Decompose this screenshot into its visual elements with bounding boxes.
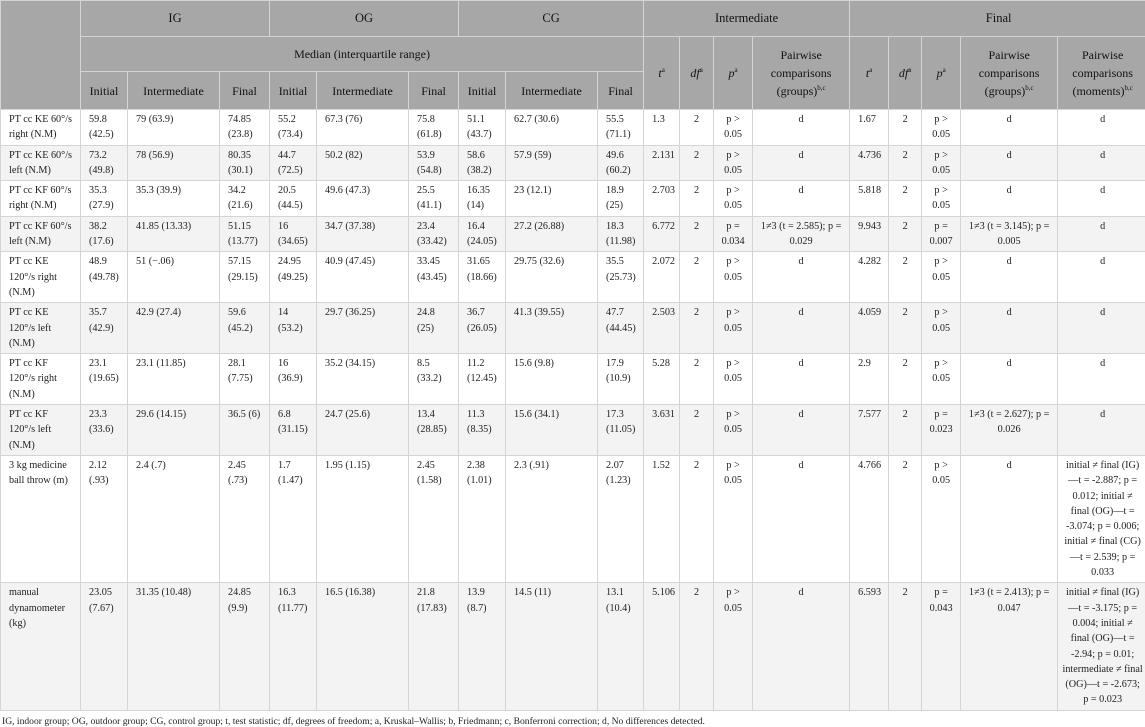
median-cell: 78 (56.9) (128, 145, 220, 181)
row-label: PT cc KE 120°/s right (N.M) (1, 252, 81, 303)
median-cell: 31.35 (10.48) (128, 583, 220, 710)
subheader-col: Intermediate (128, 72, 220, 110)
final-cell: d (1058, 252, 1145, 303)
median-cell: 35.3 (39.9) (128, 181, 220, 217)
median-cell: 73.2 (49.8) (81, 145, 128, 181)
final-cell: p > 0.05 (922, 303, 961, 354)
subheader-col: Final (598, 72, 644, 110)
intermediate-cell: 1.52 (644, 455, 680, 582)
median-cell: 24.8 (25) (409, 303, 459, 354)
intermediate-cell: 1.3 (644, 110, 680, 146)
median-cell: 23.1 (11.85) (128, 354, 220, 405)
intermediate-cell: d (753, 252, 850, 303)
median-cell: 23 (12.1) (506, 181, 598, 217)
intermediate-cell: 2 (680, 455, 714, 582)
median-cell: 36.7 (26.05) (459, 303, 506, 354)
median-cell: 16.35 (14) (459, 181, 506, 217)
final-cell: 2 (889, 145, 922, 181)
final-cell: 2 (889, 252, 922, 303)
intermediate-cell: 2 (680, 354, 714, 405)
final-cell: p > 0.05 (922, 252, 961, 303)
intermediate-cell: p = 0.034 (714, 216, 753, 252)
intermediate-cell: 5.106 (644, 583, 680, 710)
header-int-pairwise-groups: Pairwise comparisons (groups)$^{b,c}$ (753, 37, 850, 110)
row-label: PT cc KE 60°/s left (N.M) (1, 145, 81, 181)
final-cell: 2 (889, 354, 922, 405)
median-cell: 29.6 (14.15) (128, 405, 220, 456)
median-cell: 35.3 (27.9) (81, 181, 128, 217)
median-cell: 18.9 (25) (598, 181, 644, 217)
median-cell: 36.5 (6) (220, 405, 270, 456)
final-cell: d (961, 252, 1058, 303)
header-median: Median (interquartile range) (81, 37, 644, 72)
header-cg: CG (459, 1, 644, 37)
median-cell: 48.9 (49.78) (81, 252, 128, 303)
median-cell: 74.85 (23.8) (220, 110, 270, 146)
subheader-col: Final (409, 72, 459, 110)
intermediate-cell: p > 0.05 (714, 303, 753, 354)
table-row (1, 252, 1145, 303)
intermediate-cell: 2 (680, 216, 714, 252)
table-row (1, 110, 1145, 146)
intermediate-cell: 2 (680, 583, 714, 710)
row-label: 3 kg medicine ball throw (m) (1, 455, 81, 582)
intermediate-cell: d (753, 405, 850, 456)
median-cell: 57.9 (59) (506, 145, 598, 181)
final-cell: d (961, 145, 1058, 181)
median-cell: 59.6 (45.2) (220, 303, 270, 354)
intermediate-cell: 2.503 (644, 303, 680, 354)
final-cell: 1≠3 (t = 3.145); p = 0.005 (961, 216, 1058, 252)
median-cell: 24.85 (9.9) (220, 583, 270, 710)
median-cell: 24.7 (25.6) (317, 405, 409, 456)
final-cell: initial ≠ final (IG)—t = -2.887; p = 0.012; initial ≠ final (OG)—t = -3.074; p = 0.006; initial ≠ final (CG)—t = 2.539; p = 0.033 (1058, 455, 1145, 582)
median-cell: 23.05 (7.67) (81, 583, 128, 710)
header-fin-p: $p^a$ (922, 37, 961, 110)
median-cell: 23.4 (33.42) (409, 216, 459, 252)
table-row (1, 181, 1145, 217)
median-cell: 51.1 (43.7) (459, 110, 506, 146)
median-cell: 51 (−.06) (128, 252, 220, 303)
median-cell: 57.15 (29.15) (220, 252, 270, 303)
final-cell: 1≠3 (t = 2.627); p = 0.026 (961, 405, 1058, 456)
median-cell: 2.07 (1.23) (598, 455, 644, 582)
final-cell: p = 0.023 (922, 405, 961, 456)
median-cell: 18.3 (11.98) (598, 216, 644, 252)
intermediate-cell: d (753, 583, 850, 710)
header-fin-pairwise-moments: Pairwise comparisons (moments)$^{b,c}$ (1058, 37, 1145, 110)
header-fin-df: $df^a$ (889, 37, 922, 110)
median-cell: 25.5 (41.1) (409, 181, 459, 217)
table-row (1, 405, 1145, 456)
intermediate-cell: p > 0.05 (714, 181, 753, 217)
intermediate-cell: p > 0.05 (714, 583, 753, 710)
median-cell: 41.85 (13.33) (128, 216, 220, 252)
median-cell: 16.4 (24.05) (459, 216, 506, 252)
intermediate-cell: 5.28 (644, 354, 680, 405)
table-row (1, 303, 1145, 354)
median-cell: 49.6 (60.2) (598, 145, 644, 181)
table-row (1, 583, 1145, 710)
median-cell: 58.6 (38.2) (459, 145, 506, 181)
table-row (1, 455, 1145, 582)
median-cell: 8.5 (33.2) (409, 354, 459, 405)
header-fin-pairwise-groups: Pairwise comparisons (groups)$^{b,c}$ (961, 37, 1058, 110)
final-cell: p > 0.05 (922, 354, 961, 405)
table-row (1, 354, 1145, 405)
subheader-col: Intermediate (506, 72, 598, 110)
median-cell: 41.3 (39.55) (506, 303, 598, 354)
median-cell: 75.8 (61.8) (409, 110, 459, 146)
row-label: PT cc KE 60°/s right (N.M) (1, 110, 81, 146)
table-row (1, 216, 1145, 252)
median-cell: 16 (34.65) (270, 216, 317, 252)
median-cell: 79 (63.9) (128, 110, 220, 146)
intermediate-cell: 2.131 (644, 145, 680, 181)
header-int-t: $t^a$ (644, 37, 680, 110)
final-cell: d (961, 181, 1058, 217)
subheader-col: Initial (270, 72, 317, 110)
final-cell: p > 0.05 (922, 145, 961, 181)
intermediate-cell: d (753, 455, 850, 582)
median-cell: 2.3 (.91) (506, 455, 598, 582)
intermediate-cell: d (753, 303, 850, 354)
row-label: PT cc KF 60°/s left (N.M) (1, 216, 81, 252)
median-cell: 2.45 (.73) (220, 455, 270, 582)
median-cell: 40.9 (47.45) (317, 252, 409, 303)
intermediate-cell: 2 (680, 145, 714, 181)
intermediate-cell: p > 0.05 (714, 405, 753, 456)
median-cell: 1.95 (1.15) (317, 455, 409, 582)
final-cell: d (961, 354, 1058, 405)
median-cell: 34.2 (21.6) (220, 181, 270, 217)
median-cell: 51.15 (13.77) (220, 216, 270, 252)
intermediate-cell: d (753, 145, 850, 181)
final-cell: d (1058, 145, 1145, 181)
final-cell: 4.736 (850, 145, 889, 181)
median-cell: 23.1 (19.65) (81, 354, 128, 405)
median-cell: 47.7 (44.45) (598, 303, 644, 354)
corner-header (1, 1, 81, 110)
final-cell: 9.943 (850, 216, 889, 252)
header-ig: IG (81, 1, 270, 37)
subheader-col: Intermediate (317, 72, 409, 110)
header-int-df: $df^a$ (680, 37, 714, 110)
median-cell: 80.35 (30.1) (220, 145, 270, 181)
row-label: PT cc KF 120°/s left (N.M) (1, 405, 81, 456)
median-cell: 11.2 (12.45) (459, 354, 506, 405)
final-cell: d (1058, 405, 1145, 456)
median-cell: 11.3 (8.35) (459, 405, 506, 456)
intermediate-cell: 2.703 (644, 181, 680, 217)
median-cell: 29.75 (32.6) (506, 252, 598, 303)
table-footnote: IG, indoor group; OG, outdoor group; CG, control group; t, test statistic; df, degrees of freedom; a, Kruskal–Wallis; b, Friedmann; c, Bonferroni correction; d, No differences detected. (0, 711, 1145, 727)
intermediate-cell: d (753, 110, 850, 146)
intermediate-cell: p > 0.05 (714, 252, 753, 303)
final-cell: d (1058, 181, 1145, 217)
median-cell: 44.7 (72.5) (270, 145, 317, 181)
header-og: OG (270, 1, 459, 37)
median-cell: 14 (53.2) (270, 303, 317, 354)
row-label: PT cc KF 120°/s right (N.M) (1, 354, 81, 405)
final-cell: 4.282 (850, 252, 889, 303)
intermediate-cell: p > 0.05 (714, 110, 753, 146)
median-cell: 16.5 (16.38) (317, 583, 409, 710)
final-cell: p = 0.007 (922, 216, 961, 252)
row-label: PT cc KE 120°/s left (N.M) (1, 303, 81, 354)
intermediate-cell: 2 (680, 252, 714, 303)
final-cell: 1≠3 (t = 2.413); p = 0.047 (961, 583, 1058, 710)
row-label: PT cc KF 60°/s right (N.M) (1, 181, 81, 217)
median-cell: 15.6 (34.1) (506, 405, 598, 456)
final-cell: d (961, 303, 1058, 354)
median-cell: 42.9 (27.4) (128, 303, 220, 354)
median-cell: 29.7 (36.25) (317, 303, 409, 354)
median-cell: 31.65 (18.66) (459, 252, 506, 303)
final-cell: 6.593 (850, 583, 889, 710)
median-cell: 24.95 (49.25) (270, 252, 317, 303)
final-cell: 4.766 (850, 455, 889, 582)
table-row (1, 145, 1145, 181)
intermediate-cell: 2 (680, 181, 714, 217)
final-cell: 2 (889, 583, 922, 710)
median-cell: 16 (36.9) (270, 354, 317, 405)
median-cell: 14.5 (11) (506, 583, 598, 710)
median-cell: 33.45 (43.45) (409, 252, 459, 303)
final-cell: 4.059 (850, 303, 889, 354)
intermediate-cell: 1≠3 (t = 2.585); p = 0.029 (753, 216, 850, 252)
median-cell: 13.1 (10.4) (598, 583, 644, 710)
intermediate-cell: 2 (680, 303, 714, 354)
final-cell: 2 (889, 405, 922, 456)
subheader-col: Initial (81, 72, 128, 110)
final-cell: 5.818 (850, 181, 889, 217)
median-cell: 2.4 (.7) (128, 455, 220, 582)
final-cell: p > 0.05 (922, 110, 961, 146)
median-cell: 17.3 (11.05) (598, 405, 644, 456)
header-intermediate: Intermediate (644, 1, 850, 37)
subheader-col: Final (220, 72, 270, 110)
median-cell: 13.4 (28.85) (409, 405, 459, 456)
intermediate-cell: p > 0.05 (714, 145, 753, 181)
final-cell: 1.67 (850, 110, 889, 146)
subheader-col: Initial (459, 72, 506, 110)
median-cell: 67.3 (76) (317, 110, 409, 146)
intermediate-cell: 2.072 (644, 252, 680, 303)
median-cell: 49.6 (47.3) (317, 181, 409, 217)
final-cell: initial ≠ final (IG)—t = -3.175; p = 0.004; initial ≠ final (OG)—t = -2.94; p = 0.01; intermediate ≠ final (OG)—t = -2.673; p = 0.023 (1058, 583, 1145, 710)
median-cell: 15.6 (9.8) (506, 354, 598, 405)
median-cell: 2.45 (1.58) (409, 455, 459, 582)
median-cell: 62.7 (30.6) (506, 110, 598, 146)
final-cell: d (1058, 110, 1145, 146)
median-cell: 55.2 (73.4) (270, 110, 317, 146)
final-cell: 2 (889, 216, 922, 252)
median-cell: 13.9 (8.7) (459, 583, 506, 710)
median-cell: 35.5 (25.73) (598, 252, 644, 303)
final-cell: 2 (889, 455, 922, 582)
intermediate-cell: 2 (680, 110, 714, 146)
median-cell: 2.38 (1.01) (459, 455, 506, 582)
header-final: Final (850, 1, 1145, 37)
final-cell: d (1058, 216, 1145, 252)
final-cell: d (961, 455, 1058, 582)
intermediate-cell: p > 0.05 (714, 354, 753, 405)
intermediate-cell: 2 (680, 405, 714, 456)
median-cell: 16.3 (11.77) (270, 583, 317, 710)
intermediate-cell: d (753, 181, 850, 217)
median-cell: 1.7 (1.47) (270, 455, 317, 582)
median-cell: 23.3 (33.6) (81, 405, 128, 456)
median-cell: 55.5 (71.1) (598, 110, 644, 146)
header-int-p: $p^a$ (714, 37, 753, 110)
final-cell: 2 (889, 110, 922, 146)
median-cell: 38.2 (17.6) (81, 216, 128, 252)
median-cell: 6.8 (31.15) (270, 405, 317, 456)
median-cell: 34.7 (37.38) (317, 216, 409, 252)
median-cell: 2.12 (.93) (81, 455, 128, 582)
final-cell: 2 (889, 181, 922, 217)
final-cell: d (1058, 303, 1145, 354)
median-cell: 21.8 (17.83) (409, 583, 459, 710)
median-cell: 20.5 (44.5) (270, 181, 317, 217)
median-cell: 17.9 (10.9) (598, 354, 644, 405)
median-cell: 27.2 (26.88) (506, 216, 598, 252)
final-cell: p > 0.05 (922, 455, 961, 582)
intermediate-cell: 3.631 (644, 405, 680, 456)
median-cell: 35.7 (42.9) (81, 303, 128, 354)
final-cell: 2.9 (850, 354, 889, 405)
final-cell: d (1058, 354, 1145, 405)
header-fin-t: $t^a$ (850, 37, 889, 110)
final-cell: 2 (889, 303, 922, 354)
final-cell: 7.577 (850, 405, 889, 456)
median-cell: 28.1 (7.75) (220, 354, 270, 405)
median-cell: 35.2 (34.15) (317, 354, 409, 405)
row-label: manual dynamometer (kg) (1, 583, 81, 710)
final-cell: p = 0.043 (922, 583, 961, 710)
intermediate-cell: p > 0.05 (714, 455, 753, 582)
final-cell: d (961, 110, 1058, 146)
median-cell: 59.8 (42.5) (81, 110, 128, 146)
median-cell: 53.9 (54.8) (409, 145, 459, 181)
median-cell: 50.2 (82) (317, 145, 409, 181)
intermediate-cell: 6.772 (644, 216, 680, 252)
intermediate-cell: d (753, 354, 850, 405)
final-cell: p > 0.05 (922, 181, 961, 217)
